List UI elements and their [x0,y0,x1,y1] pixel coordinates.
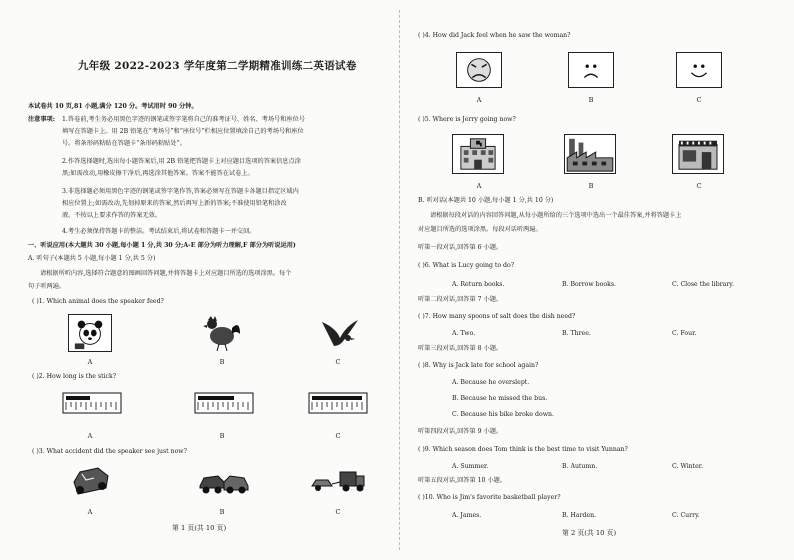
option-a[interactable]: A. Because he overslept. [452,379,530,386]
page-divider [399,10,400,550]
option-a-label: A [87,432,93,440]
option-b-image[interactable] [200,314,244,352]
instruction-line: 请根据每段对话的内容回答问题,从每小题所给的三个选项中选出一个最佳答案,并将答题卡上 [430,212,682,219]
option-c-image[interactable] [676,52,722,88]
question-8: ( )8. Why is Jack late for school again? [418,362,539,369]
option-a-label: A [476,96,482,104]
option-c-image[interactable] [310,466,366,496]
option-c-label: C [335,508,341,516]
option-a-label: A [476,182,482,190]
option-b-label: B [219,432,225,440]
shop-icon [673,135,723,173]
instruction-line: 句子听两遍。 [28,283,66,290]
option-b[interactable]: B. Autumn. [562,463,598,470]
page-number-right: 第 2 页(共 10 页) [562,529,617,537]
question-10: ( )10. Who is Jim's favorite basketball player? [418,494,561,501]
note-line: 3.非选择题必须用黑色字迹的钢笔或签字笔作答,答案必须写在答题卡各题目指定区域内 [62,188,299,195]
question-9: ( )9. Which season does Tom think is the best time to visit Yunnan? [418,446,628,453]
notes-label: 注意事项: [28,116,56,123]
question-6: ( )6. What is Lucy going to do? [418,262,515,269]
dialogue-intro: 听第一段对话,回答第 6 小题。 [418,244,503,251]
dialogue-intro: 听第三段对话,回答第 8 小题。 [418,345,503,352]
option-c-image[interactable] [318,314,362,352]
question-3: ( )3. What accident did the speaker see just now? [32,448,187,455]
dialogue-intro: 听第五段对话,回答第 10 小题。 [418,477,507,484]
option-a-label: A [87,508,93,516]
page-number-left: 第 1 页(共 10 页) [172,524,227,532]
exam-info: 本试卷共 10 页,81 小题,满分 120 分。考试用时 90 分钟。 [28,103,198,110]
note-line: 1.答卷前,考生务必用黑色字迹的钢笔或签字笔将自己的准考证号、姓名、考场号和座位号 [62,116,305,123]
option-b-image[interactable] [564,134,616,174]
option-b-label: B [219,508,225,516]
dialogue-intro: 听第四段对话,回答第 9 小题。 [418,428,503,435]
option-c-label: C [335,432,341,440]
option-a-image[interactable] [68,314,112,352]
option-a[interactable]: A. Two. [452,330,476,337]
option-c-label: C [335,358,341,366]
option-b[interactable]: B. Three. [562,330,591,337]
dialogue-intro: 听第二段对话,回答第 7 小题。 [418,296,503,303]
page-title: 九年级 2022-2023 学年度第二学期精准训练二英语试卷 [78,60,357,72]
option-c[interactable]: C. Winter. [672,463,704,470]
option-c[interactable]: C. Curry. [672,512,700,519]
option-b-image[interactable] [198,468,250,496]
option-b-label: B [588,182,594,190]
note-line: 填写在答题卡上。用 2B 铅笔在“考场号”和“座位号”栏相应位置填涂自己的考场号和座位 [62,128,304,135]
option-a[interactable]: A. Return books. [452,281,505,288]
option-c-label: C [696,182,702,190]
right-page [412,0,778,560]
option-b-label: B [219,358,225,366]
cars-collision-icon [198,468,250,496]
truck-tow-icon [310,466,366,496]
rooster-icon [200,314,244,352]
option-b-label: B [588,96,594,104]
option-a[interactable]: A. Summer. [452,463,489,470]
option-c-image[interactable] [308,392,368,414]
question-5: ( )5. Where is Jerry going now? [418,116,516,123]
question-2: ( )2. How long is the stick? [32,373,117,380]
option-a-image[interactable] [456,52,502,88]
ruler-medium-icon [194,392,254,414]
option-a-image[interactable] [62,392,122,414]
note-line: 黑;如需改动,用橡皮擦干净后,再选涂其他答案。答案不能答在试卷上。 [62,170,254,177]
part-a-heading: A. 听句子(本题共 5 小题,每小题 1 分,共 5 分) [28,255,156,262]
bird-icon [318,314,362,352]
option-a-image[interactable] [68,462,114,498]
option-b[interactable]: B. Harden. [562,512,597,519]
note-line: 2.作答选择题时,选出每小题答案后,用 2B 铅笔把答题卡上对应题目选项的答案信息点涂 [62,158,301,165]
note-line: 液。不按以上要求作答的答案无效。 [62,212,161,219]
option-c[interactable]: C. Close the library. [672,281,734,288]
left-page [22,0,390,560]
note-line: 相应位置上;如需改动,先划掉原来的答案,然后再写上新的答案;不准使用铅笔和涂改 [62,200,287,207]
option-a[interactable]: A. James. [452,512,482,519]
factory-icon [565,135,615,173]
note-line: 4.考生必须保持答题卡的整洁。考试结束后,将试卷和答题卡一并交回。 [62,228,256,235]
hospital-icon [453,135,503,173]
note-line: 号。将条形码粘贴在答题卡“条形码粘贴处”。 [62,140,186,147]
ruler-short-icon [62,392,122,414]
instruction-line: 请根据所听内容,选择符合题意的图画回答问题,并将答题卡上对应题目所选的选项涂黑。每个 [40,270,292,277]
panda-icon [69,315,111,351]
option-b[interactable]: B. Because he missed the bus. [452,395,548,402]
option-b-image[interactable] [194,392,254,414]
instruction-line: 对应题目所选的选项涂黑。每段对话听两遍。 [418,226,542,233]
section-heading: 一、听说应用(本大题共 30 小题,每小题 1 分,共 30 分;A-E 部分为听力理解,F 部分为听说运用) [28,242,296,249]
ruler-long-icon [308,392,368,414]
angry-face-icon [457,53,501,87]
option-c[interactable]: C. Four. [672,330,697,337]
question-7: ( )7. How many spoons of salt does the dish need? [418,313,576,320]
option-a-label: A [87,358,93,366]
option-b-image[interactable] [568,52,614,88]
sad-face-icon [569,53,613,87]
option-c-label: C [696,96,702,104]
option-c-image[interactable] [672,134,724,174]
question-4: ( )4. How did Jack feel when he saw the woman? [418,32,571,39]
part-b-heading: B. 听对话(本题共 10 小题,每小题 1 分,共 10 分) [418,197,554,204]
question-1: ( )1. Which animal does the speaker feed? [32,298,164,305]
option-c[interactable]: C. Because his bike broke down. [452,411,554,418]
option-a-image[interactable] [452,134,504,174]
option-b[interactable]: B. Borrow books. [562,281,616,288]
happy-face-icon [677,53,721,87]
car-crash-icon [68,462,114,498]
